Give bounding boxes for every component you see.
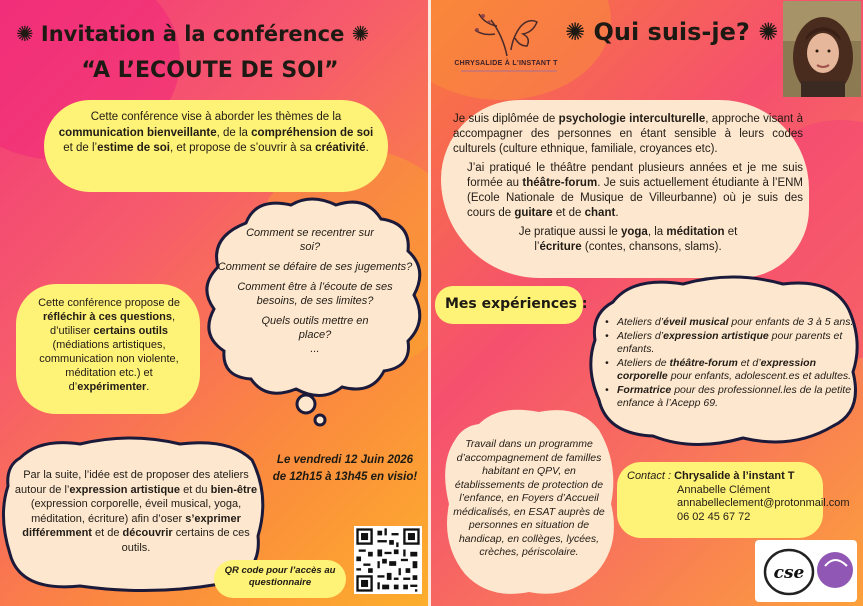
qr-code[interactable] [354, 526, 422, 594]
tools-text: Cette conférence propose de réfléchir à ces questions, d’utiliser certains outils (médiations artistiques, communication non violente, méditation etc.) et d’expérimenter. [38, 297, 180, 393]
sparkle-icon: ✺ [565, 18, 586, 46]
sparkle-icon: ✺ [16, 22, 34, 46]
experiences-label: Mes expériences : [445, 296, 588, 312]
experience-item: • Ateliers de théâtre-forum et d’expression corporelle pour enfants, adolescent.es et adultes. [605, 357, 855, 384]
bio-paragraph: J’ai pratiqué le théâtre pendant plusieurs années et je me suis formée au théâtre-forum. Je suis actuellement étudiante à l’ENM (Ecole Nationale de Musique de Villeurbanne) où je suis des cours de guitare et de chant. [467, 162, 804, 219]
bio-paragraph: Je pratique aussi le yoga, la méditation et l’écriture (contes, chansons, slams). [518, 226, 738, 253]
experiences-list [605, 316, 855, 411]
experience-item: • Ateliers d’éveil musical pour enfants de 3 à 5 ans. [605, 316, 855, 330]
bio-text [453, 112, 803, 255]
question-item: ... [310, 343, 320, 355]
portrait-photo [783, 1, 861, 97]
question-item: Quels outils mettre en place? [261, 315, 369, 341]
cse-logo-text: cse [773, 563, 805, 583]
right-page [431, 0, 863, 606]
experience-item: • Ateliers d’expression artistique pour parents et enfants. [605, 330, 855, 357]
sparkle-icon: ✺ [351, 22, 370, 46]
contact-email[interactable]: annabelleclement@protonmail.com [677, 497, 850, 509]
qr-label: QR code pour l’accès au questionnaire [224, 565, 336, 588]
contact-block [627, 470, 850, 524]
question-item: Comment se recentrer sur soi? [246, 227, 374, 253]
travail-text: Travail dans un programme d’accompagnement de familles habitant en QPV, en établissements de protection de l’enfance, en Foyers d’Accueil médicalisés, en ESAT auprès de personnes en situation de handicap, en collèges, lycées, crèches, périscolaire. [453, 438, 605, 558]
butterfly-logo-icon [471, 6, 543, 60]
question-item: Comment être à l’écoute de ses besoins, de ses limites? [237, 281, 393, 307]
logo-underline [461, 70, 557, 72]
contact-phone[interactable]: 06 02 45 67 72 [677, 510, 751, 523]
experience-item: • Formatrice pour des professionnel.les de la petite enfance à l’Acepp 69. [605, 384, 855, 411]
question-item: Comment se défaire de ses jugements? [217, 261, 413, 273]
logo-name: CHRYSALIDE À L'INSTANT T [454, 60, 558, 67]
title-line2: “A L’ECOUTE DE SOI” [81, 58, 339, 83]
bio-paragraph: Je suis diplômée de psychologie interculturelle, approche visant à accompagner des personnes en étant sensible à leurs codes culturels (culture ethnique, familiale, croyances etc). [453, 113, 803, 155]
contact-name: Annabelle Clément [677, 483, 770, 496]
cse-logo [755, 540, 857, 602]
title-line1: ✺ Invitation à la conférence ✺ [16, 22, 370, 46]
intro-text: Cette conférence vise à aborder les thèmes de la communication bienveillante, de la compréhension de soi et de l’estime de soi, et propose de s’ouvrir à sa créativité. [58, 111, 374, 154]
ateliers-text: Par la suite, l’idée est de proposer des ateliers autour de l’expression artistique et du bien-être (expression corporelle, éveil musical, yoga, méditation, écriture) afin d’oser s’exprimer différemment et de découvrir certains de ces outils. [14, 469, 258, 554]
sparkle-icon: ✺ [758, 18, 779, 46]
left-page [0, 0, 428, 606]
event-date: Le vendredi 12 Juin 2026 de 12h15 à 13h45 en visio! [272, 454, 418, 483]
cse-logo-icon [755, 540, 857, 602]
questions-list [210, 226, 420, 356]
contact-header: Contact : Chrysalide à l’instant T [627, 470, 795, 482]
about-title: ✺ Qui suis-je? ✺ [565, 18, 779, 46]
